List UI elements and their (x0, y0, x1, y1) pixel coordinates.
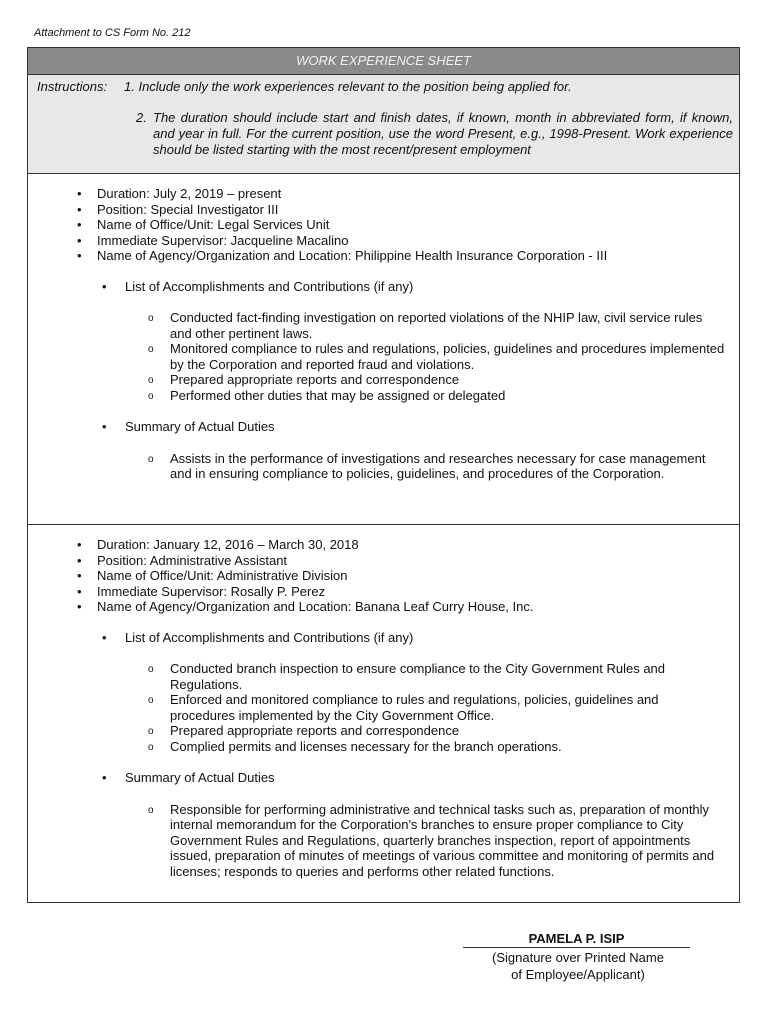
accomplishment-item: o Conducted fact-finding investigation on reported violations of the NHIP law, civil service rules and other pertinent laws. (28, 310, 739, 341)
entry-agency: • Name of Agency/Organization and Location: Philippine Health Insurance Corporation - III (28, 248, 739, 264)
entry-office: • Name of Office/Unit: Legal Services Unit (28, 217, 739, 233)
instruction-1: 1. Include only the work experiences relevant to the position being applied for. (124, 79, 572, 94)
experience-entry (28, 525, 739, 879)
sheet-title: WORK EXPERIENCE SHEET (28, 48, 739, 75)
entry-supervisor: • Immediate Supervisor: Jacqueline Macalino (28, 233, 739, 249)
duties-list (28, 802, 739, 880)
accomplishments-heading: • List of Accomplishments and Contributions (if any) (28, 279, 739, 295)
experience-entry (28, 174, 739, 525)
signature-name: PAMELA P. ISIP (463, 931, 690, 948)
signature-caption-line-1: (Signature over Printed Name (492, 950, 664, 965)
entry-position: • Position: Administrative Assistant (28, 553, 739, 569)
entry-supervisor: • Immediate Supervisor: Rosally P. Perez (28, 584, 739, 600)
accomplishment-item: o Prepared appropriate reports and correspondence (28, 723, 739, 739)
accomplishment-item: o Monitored compliance to rules and regulations, policies, guidelines and procedures implemented by the Corporation and reported fraud and violations. (28, 341, 739, 372)
duty-item: o Assists in the performance of investigations and researches necessary for case management and in ensuring compliance to policies, guidelines, and procedures of the Corporation. (28, 451, 739, 482)
accomplishment-item: o Complied permits and licenses necessary for the branch operations. (28, 739, 739, 755)
accomplishment-item: o Enforced and monitored compliance to rules and regulations, policies, guidelines and procedures implemented by the City Government Office. (28, 692, 739, 723)
accomplishments-list (28, 310, 739, 403)
accomplishments-heading: • List of Accomplishments and Contributions (if any) (28, 630, 739, 646)
accomplishment-item: o Performed other duties that may be assigned or delegated (28, 388, 739, 404)
work-experience-sheet (27, 47, 740, 903)
entry-duration: • Duration: January 12, 2016 – March 30, 2018 (28, 537, 739, 553)
instruction-2-number: 2. (136, 110, 147, 125)
accomplishment-item: o Conducted branch inspection to ensure compliance to the City Government Rules and Regulations. (28, 661, 739, 692)
duties-heading: • Summary of Actual Duties (28, 770, 739, 786)
duty-item: o Responsible for performing administrative and technical tasks such as, preparation of monthly internal memorandum for the Corporation's branches to ensure proper compliance to City Government Rules and Regulations, quarterly branches inspection, report of appointments issued, preparation of minutes of meetings of various committee and monitoring of permits and licenses; responds to queries and performs other related functions. (28, 802, 739, 880)
entry-position: • Position: Special Investigator III (28, 202, 739, 218)
accomplishment-item: o Prepared appropriate reports and correspondence (28, 372, 739, 388)
duties-heading: • Summary of Actual Duties (28, 419, 739, 435)
signature-caption (473, 949, 683, 983)
entry-agency: • Name of Agency/Organization and Location: Banana Leaf Curry House, Inc. (28, 599, 739, 615)
instruction-2: The duration should include start and finish dates, if known, month in abbreviated form, if known, and year in full. For the current position, use the word Present, e.g., 1998-Present. Work experience should be listed starting with the most recent/present employment (153, 110, 733, 157)
entry-duration: • Duration: July 2, 2019 – present (28, 186, 739, 202)
instructions-panel (28, 75, 739, 174)
attachment-label: Attachment to CS Form No. 212 (34, 27, 191, 39)
signature-caption-line-2: of Employee/Applicant) (511, 967, 645, 982)
accomplishments-list (28, 661, 739, 754)
instructions-label: Instructions: (37, 79, 108, 94)
entry-office: • Name of Office/Unit: Administrative Division (28, 568, 739, 584)
duties-list (28, 451, 739, 482)
